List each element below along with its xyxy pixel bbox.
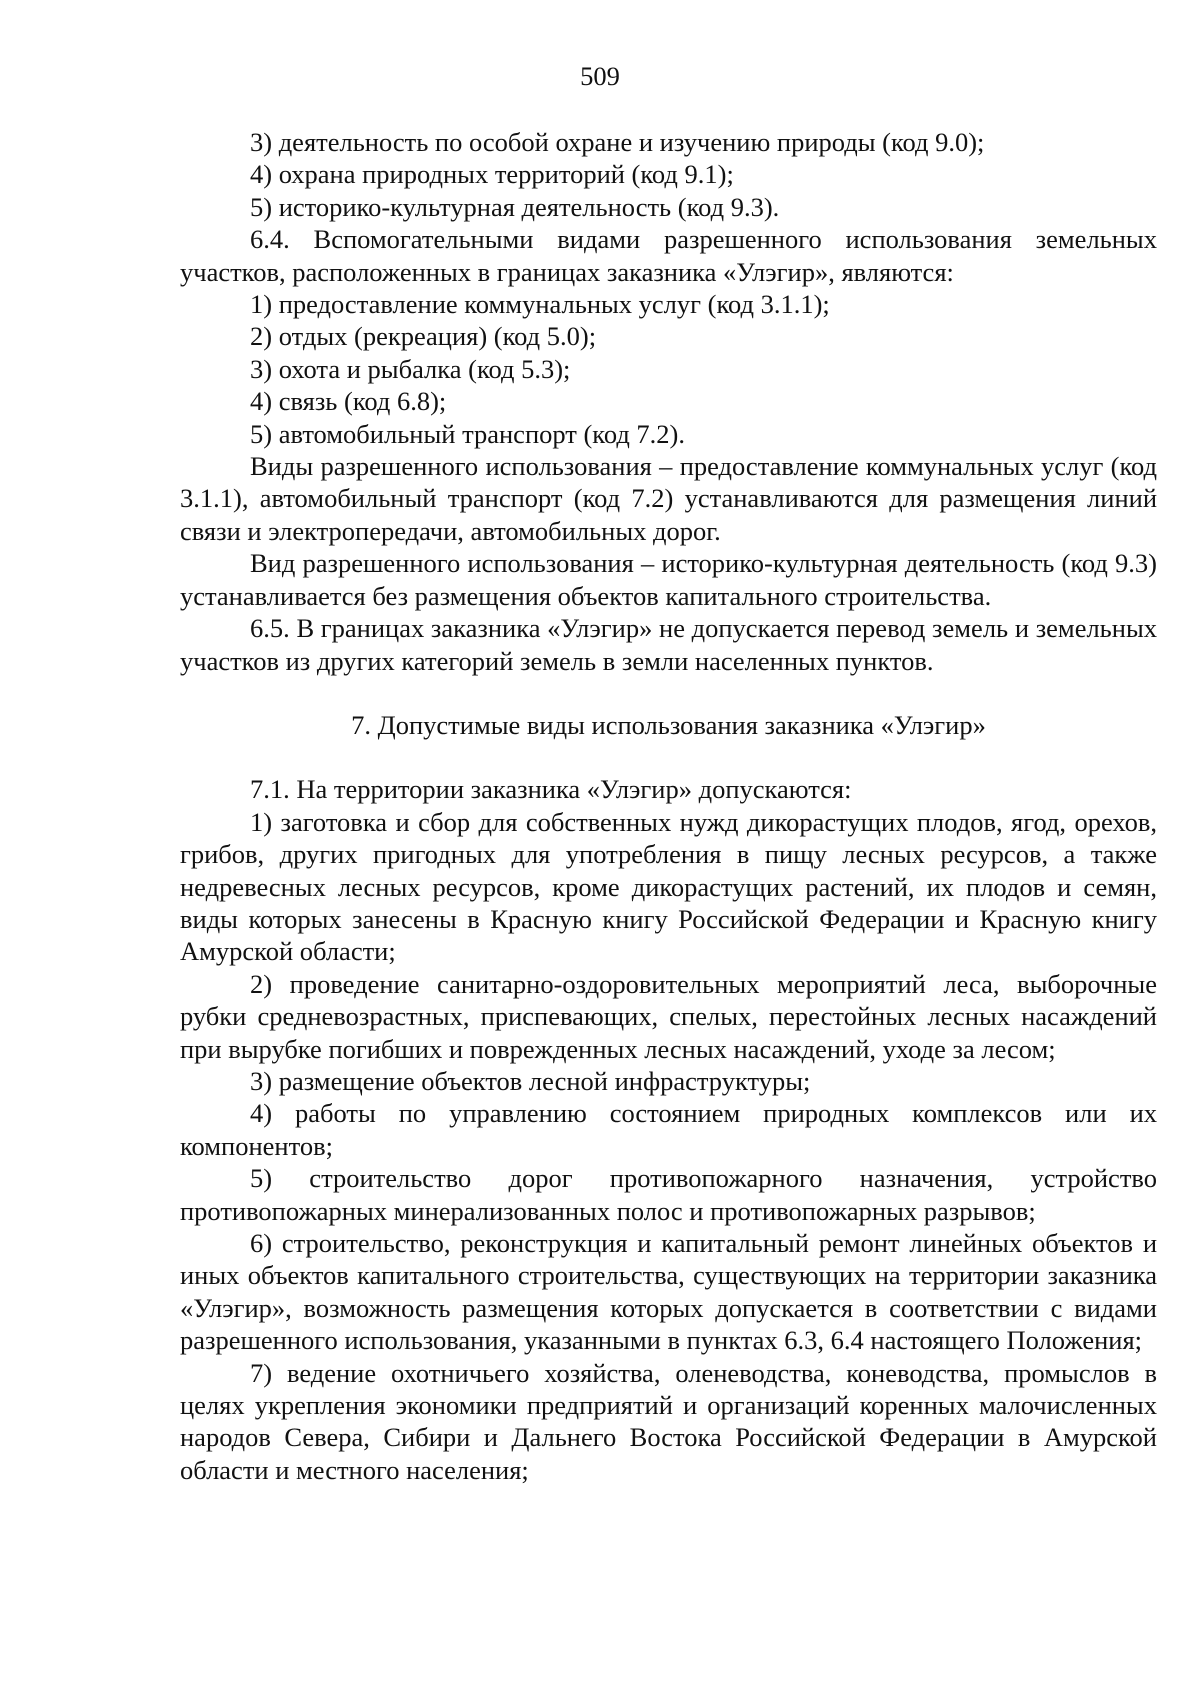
paragraph: 3) охота и рыбалка (код 5.3); (250, 353, 571, 384)
page-number: 509 (580, 61, 620, 91)
document-body (180, 126, 1157, 1486)
paragraph: 4) работы по управлению состоянием природных комплексов или их компонентов; (180, 1098, 1157, 1161)
paragraph: 6.5. В границах заказника «Улэгир» не допускается перевод земель и земельных участков из других категорий земель в земли населенных пунктов. (180, 613, 1157, 676)
paragraph: 7.1. На территории заказника «Улэгир» допускаются: (250, 774, 852, 805)
paragraph: 1) заготовка и сбор для собственных нужд дикорастущих плодов, ягод, орехов, грибов, других пригодных для употребления в пищу лесных ресурсов, а также недревесных лесных ресурсов, кроме дикорастущих растений, их плодов и семян, виды которых занесены в Красную книгу Российской Федерации и Красную книгу Амурской области; (180, 806, 1157, 967)
paragraph: Виды разрешенного использования – предоставление коммунальных услуг (код 3.1.1), автомобильный транспорт (код 7.2) устанавливаются для размещения линий связи и электропередачи, автомобильных дорог. (180, 451, 1157, 546)
paragraph: 4) охрана природных территорий (код 9.1); (250, 159, 734, 190)
paragraph: 3) деятельность по особой охране и изучению природы (код 9.0); (250, 127, 985, 157)
paragraph: 3) размещение объектов лесной инфраструктуры; (250, 1065, 811, 1096)
paragraph: 2) проведение санитарно-оздоровительных мероприятий леса, выборочные рубки средневозрастных, приспевающих, спелых, перестойных лесных насаждений при вырубке погибших и поврежденных лесных насаждений, уходе за лесом; (180, 968, 1157, 1064)
paragraph: 4) связь (код 6.8); (250, 386, 447, 417)
section-heading: 7. Допустимые виды использования заказника «Улэгир» (351, 709, 986, 740)
paragraph: 7) ведение охотничьего хозяйства, оленеводства, коневодства, промыслов в целях укрепления экономики предприятий и организаций коренных малочисленных народов Севера, Сибири и Дальнего Востока Российской Федерации в Амурской области и местного населения; (180, 1357, 1157, 1485)
paragraph: 6) строительство, реконструкция и капитальный ремонт линейных объектов и иных объектов капитального строительства, существующих на территории заказника «Улэгир», возможность размещения которых допускается в соответствии с видами разрешенного использования, указанными в пунктах 6.3, 6.4 настоящего Положения; (180, 1228, 1157, 1356)
paragraph: 5) историко-культурная деятельность (код 9.3). (250, 191, 780, 222)
paragraph: 5) автомобильный транспорт (код 7.2). (250, 418, 685, 449)
paragraph: Вид разрешенного использования – историко-культурная деятельность (код 9.3) устанавливается без размещения объектов капитального строительства. (180, 548, 1157, 611)
paragraph: 1) предоставление коммунальных услуг (код 3.1.1); (250, 289, 830, 320)
paragraph: 2) отдых (рекреация) (код 5.0); (250, 321, 597, 352)
paragraph: 5) строительство дорог противопожарного назначения, устройство противопожарных минерализованных полос и противопожарных разрывов; (180, 1163, 1157, 1226)
paragraph: 6.4. Вспомогательными видами разрешенного использования земельных участков, расположенных в границах заказника «Улэгир», являются: (180, 224, 1157, 287)
